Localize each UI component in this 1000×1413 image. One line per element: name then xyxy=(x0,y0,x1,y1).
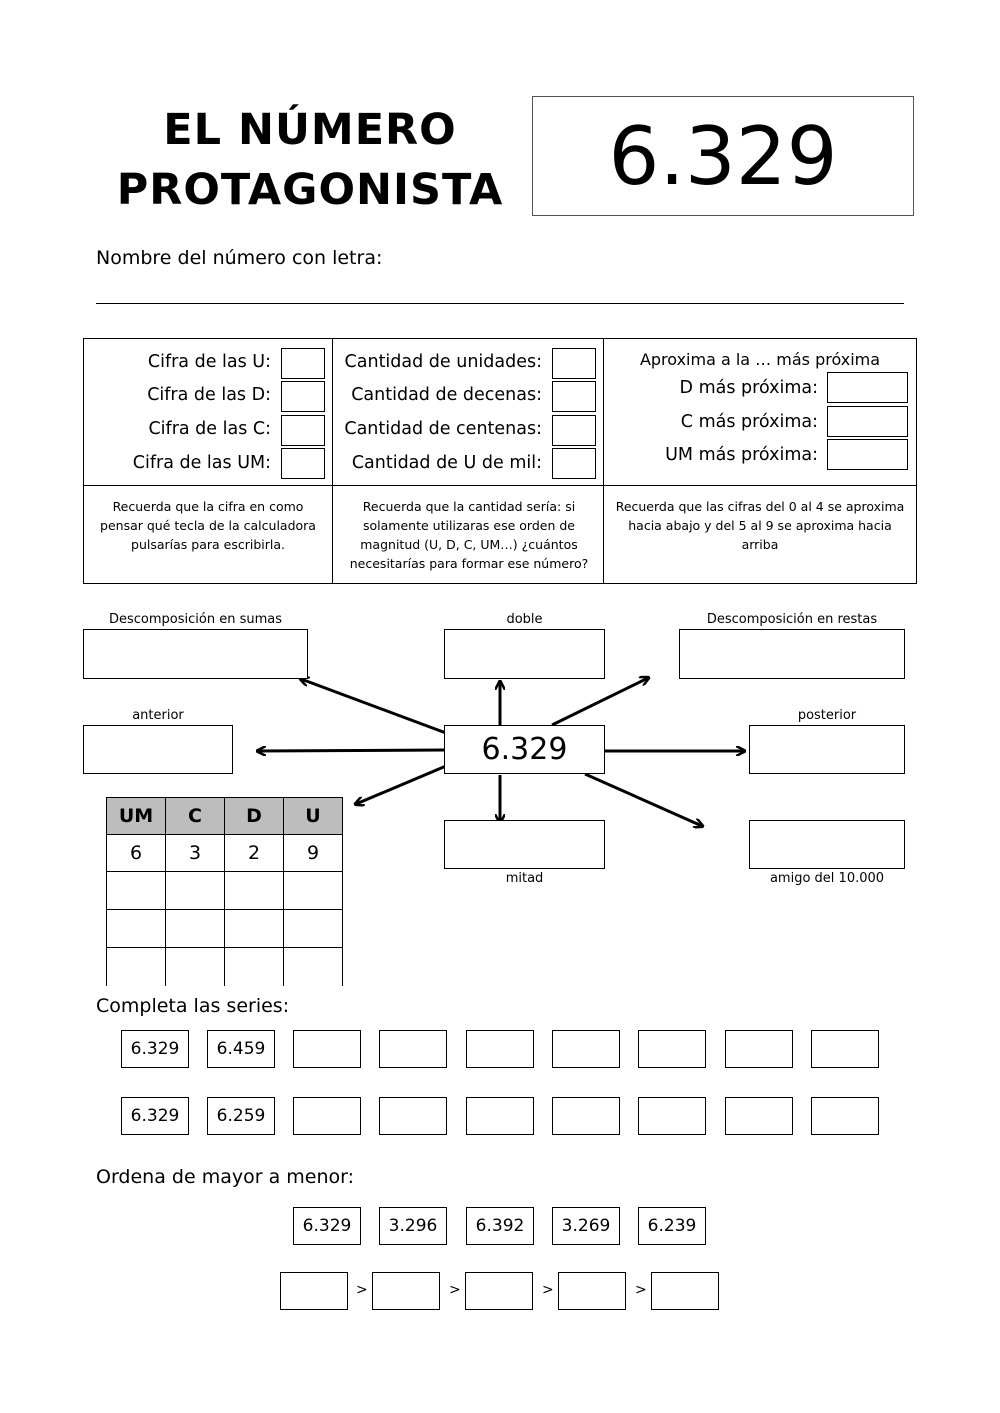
cifra-c-label: Cifra de las C: xyxy=(148,419,271,439)
aprox-c-label: C más próxima: xyxy=(680,412,818,432)
aprox-d-label: D más próxima: xyxy=(679,378,818,398)
order-number-3: 6.392 xyxy=(466,1207,534,1245)
aprox-um-label: UM más próxima: xyxy=(665,445,818,465)
posterior-box[interactable] xyxy=(749,725,905,774)
series1-blank[interactable] xyxy=(638,1030,706,1068)
series2-blank[interactable] xyxy=(638,1097,706,1135)
digit-c: 3 xyxy=(166,835,225,872)
order-answer-4[interactable] xyxy=(558,1272,626,1310)
greater-than-sign: > xyxy=(635,1282,647,1298)
greater-than-sign: > xyxy=(449,1282,461,1298)
series2-blank[interactable] xyxy=(725,1097,793,1135)
digit-d: 2 xyxy=(225,835,284,872)
cantidad-c-label: Cantidad de centenas: xyxy=(344,419,542,439)
greater-than-sign: > xyxy=(356,1282,368,1298)
series2-blank[interactable] xyxy=(379,1097,447,1135)
table-cell[interactable] xyxy=(284,948,343,986)
series1-item-2: 6.459 xyxy=(207,1030,275,1068)
sumas-box[interactable] xyxy=(83,629,308,679)
table-cell[interactable] xyxy=(107,872,166,910)
note-cifra: Recuerda que la cifra en como pensar qué tecla de la calculadora pulsarías para escribirla. xyxy=(100,499,316,552)
cantidad-u-label: Cantidad de unidades: xyxy=(344,352,542,372)
name-prompt: Nombre del número con letra: xyxy=(96,247,383,269)
doble-box[interactable] xyxy=(444,629,605,679)
title-line-2: PROTAGONISTA xyxy=(116,165,504,215)
series1-blank[interactable] xyxy=(552,1030,620,1068)
cifra-um-label: Cifra de las UM: xyxy=(132,453,271,473)
series2-item-2: 6.259 xyxy=(207,1097,275,1135)
series2-blank[interactable] xyxy=(293,1097,361,1135)
center-number: 6.329 xyxy=(444,725,605,774)
cifra-u-label: Cifra de las U: xyxy=(147,352,271,372)
series2-blank[interactable] xyxy=(811,1097,879,1135)
order-answer-5[interactable] xyxy=(651,1272,719,1310)
digit-u: 9 xyxy=(284,835,343,872)
series1-item-1: 6.329 xyxy=(121,1030,189,1068)
series1-blank[interactable] xyxy=(379,1030,447,1068)
order-number-5: 6.239 xyxy=(638,1207,706,1245)
anterior-box[interactable] xyxy=(83,725,233,774)
order-answer-2[interactable] xyxy=(372,1272,440,1310)
aproxima-header: Aproxima a la … más próxima xyxy=(639,350,881,369)
order-number-4: 3.269 xyxy=(552,1207,620,1245)
header-d: D xyxy=(225,798,284,835)
arrow-sumas xyxy=(301,679,446,733)
table-cell[interactable] xyxy=(166,872,225,910)
title-line-1: EL NÚMERO xyxy=(163,105,457,155)
header-u: U xyxy=(284,798,343,835)
restas-box[interactable] xyxy=(679,629,905,679)
order-number-2: 3.296 xyxy=(379,1207,447,1245)
series1-blank[interactable] xyxy=(466,1030,534,1068)
header-c: C xyxy=(166,798,225,835)
digit-um: 6 xyxy=(107,835,166,872)
table-cell[interactable] xyxy=(225,910,284,948)
series2-blank[interactable] xyxy=(466,1097,534,1135)
table-cell[interactable] xyxy=(107,948,166,986)
arrow-restas xyxy=(552,678,648,725)
order-answer-3[interactable] xyxy=(465,1272,533,1310)
label-amigo: amigo del 10.000 xyxy=(769,871,885,886)
label-anterior: anterior xyxy=(132,708,184,723)
table-cell[interactable] xyxy=(166,910,225,948)
arrow-tabla xyxy=(356,766,446,804)
label-sumas: Descomposición en sumas xyxy=(108,612,282,627)
mitad-box[interactable] xyxy=(444,820,605,869)
place-value-table xyxy=(106,797,343,986)
table-cell[interactable] xyxy=(225,948,284,986)
note-aproximar: Recuerda que las cifras del 0 al 4 se aproxima hacia abajo y del 5 al 9 se aproxima hacia arriba xyxy=(615,499,905,552)
header-um: UM xyxy=(107,798,166,835)
protagonist-number: 6.329 xyxy=(532,96,914,216)
table-cell[interactable] xyxy=(284,872,343,910)
series1-blank[interactable] xyxy=(811,1030,879,1068)
order-prompt: Ordena de mayor a menor: xyxy=(96,1166,354,1188)
series1-blank[interactable] xyxy=(725,1030,793,1068)
table-cell[interactable] xyxy=(166,948,225,986)
cantidad-um-label: Cantidad de U de mil: xyxy=(351,453,542,473)
amigo-box[interactable] xyxy=(749,820,905,869)
label-doble: doble xyxy=(506,612,543,627)
series1-blank[interactable] xyxy=(293,1030,361,1068)
label-posterior: posterior xyxy=(797,708,857,723)
table-cell[interactable] xyxy=(225,872,284,910)
greater-than-sign: > xyxy=(542,1282,554,1298)
series-prompt: Completa las series: xyxy=(96,995,290,1017)
order-number-1: 6.329 xyxy=(293,1207,361,1245)
series2-item-1: 6.329 xyxy=(121,1097,189,1135)
table-cell[interactable] xyxy=(284,910,343,948)
cantidad-d-label: Cantidad de decenas: xyxy=(351,385,542,405)
label-restas: Descomposición en restas xyxy=(706,612,878,627)
table-cell[interactable] xyxy=(107,910,166,948)
arrow-anterior xyxy=(258,750,444,751)
series2-blank[interactable] xyxy=(552,1097,620,1135)
order-answer-1[interactable] xyxy=(280,1272,348,1310)
arrow-amigo xyxy=(585,774,702,826)
cifra-d-label: Cifra de las D: xyxy=(147,385,271,405)
note-cantidad: Recuerda que la cantidad sería: si solamente utilizaras ese orden de magnitud (U, D, C, UM…) ¿cuántos necesitarías para formar ese número? xyxy=(349,499,589,571)
label-mitad: mitad xyxy=(505,871,544,886)
